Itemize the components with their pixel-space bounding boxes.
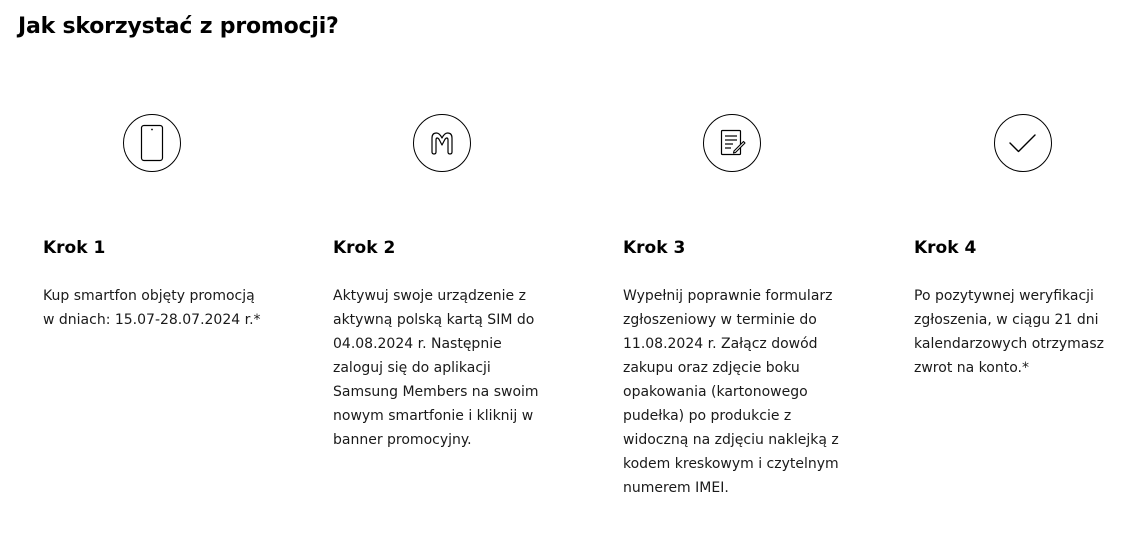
step-description: Po pozytywnej weryfikacji zgłoszenia, w ciągu 21 dni kalendarzowych otrzymasz zwrot na konto.* — [914, 288, 1105, 376]
step-title: Krok 1 — [43, 238, 106, 258]
step-description: Wypełnij poprawnie formularz zgłoszeniowy w terminie do 11.08.2024 r. Załącz dowód zakupu oraz zdjęcie boku opakowania (kartonowego pudełka) po produkcie z widoczną na zdjęciu naklejką z kodem kreskowym i czytelnym numerem IMEI. — [623, 288, 839, 496]
samsung-members-icon — [413, 114, 471, 172]
step-description: Kup smartfon objęty promocją w dniach: 15.07-28.07.2024 r.* — [43, 288, 261, 328]
step-title: Krok 3 — [623, 238, 686, 258]
page-title: Jak skorzystać z promocji? — [18, 14, 339, 39]
form-document-icon — [703, 114, 761, 172]
step-description: Aktywuj swoje urządzenie z aktywną polską kartą SIM do 04.08.2024 r. Następnie zaloguj się do aplikacji Samsung Members na swoim nowym smartfonie i kliknij w banner promocyjny. — [333, 288, 539, 448]
smartphone-icon — [123, 114, 181, 172]
step-title: Krok 2 — [333, 238, 396, 258]
step-title: Krok 4 — [914, 238, 977, 258]
checkmark-icon — [994, 114, 1052, 172]
